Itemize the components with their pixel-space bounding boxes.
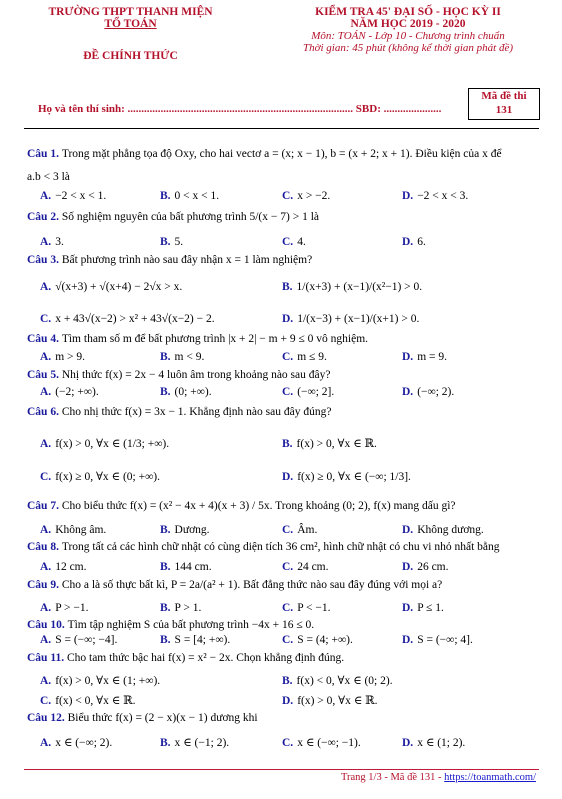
page-footer <box>341 772 536 783</box>
option-b <box>160 236 183 248</box>
option-letter: D. <box>402 602 414 614</box>
question-number: Câu 3. <box>27 254 62 266</box>
option-letter: D. <box>402 524 414 536</box>
option-d <box>402 634 473 646</box>
option-b <box>160 190 219 202</box>
header-divider <box>24 128 539 129</box>
question-12 <box>27 712 258 724</box>
exam-title: KIỂM TRA 45' ĐẠI SỐ - HỌC KỲ II <box>315 6 501 18</box>
option-d <box>402 735 465 749</box>
option-c <box>40 469 160 483</box>
option-a <box>40 602 89 614</box>
question-10 <box>27 619 314 631</box>
option-a <box>40 735 112 749</box>
question-4 <box>27 333 368 345</box>
option-letter: C. <box>282 386 294 398</box>
option-letter: A. <box>40 281 52 293</box>
option-d <box>402 602 444 614</box>
option-letter: B. <box>282 675 293 687</box>
option-d <box>402 190 468 202</box>
option-text: f(x) > 0, ∀x ∈ ℝ. <box>297 695 378 707</box>
question-text: Cho a là số thực bất kì, P = 2a/(a² + 1). Bất đẳng thức nào sau đây đúng với mọi a? <box>61 579 443 591</box>
option-b <box>160 735 229 749</box>
footer-divider <box>24 769 539 770</box>
question-text: Trong mặt phẳng tọa độ Oxy, cho hai vectơ a = (x; x − 1), b = (x + 2; x + 1). Điều kiện của x để <box>61 148 502 160</box>
time-line: Thời gian: 45 phút (không kể thời gian phát đề) <box>302 42 514 54</box>
option-letter: A. <box>40 524 52 536</box>
subject-line: Môn: TOÁN - Lớp 10 - Chương trình chuẩn <box>311 30 505 42</box>
question-number: Câu 9. <box>27 579 62 591</box>
option-letter: B. <box>282 438 293 450</box>
option-a <box>40 351 85 363</box>
department-name: TỔ TOÁN <box>104 18 157 30</box>
question-number: Câu 6. <box>27 406 62 418</box>
option-text: x ∈ (1; 2). <box>417 737 466 749</box>
option-letter: D. <box>402 386 414 398</box>
option-letter: C. <box>282 524 294 536</box>
option-letter: D. <box>402 561 414 573</box>
option-text: P > −1. <box>55 602 89 614</box>
option-c <box>282 634 353 646</box>
question-11 <box>27 652 344 664</box>
option-c <box>282 386 334 398</box>
option-text: P < −1. <box>297 602 331 614</box>
option-text: f(x) < 0, ∀x ∈ (0; 2). <box>296 675 393 687</box>
option-text: x ∈ (−1; 2). <box>174 737 230 749</box>
option-a <box>40 673 160 687</box>
option-text: Không dương. <box>417 524 484 536</box>
option-text: m = 9. <box>417 351 447 363</box>
option-letter: B. <box>160 236 171 248</box>
option-letter: A. <box>40 236 52 248</box>
option-text: Không âm. <box>55 524 107 536</box>
option-d <box>402 236 426 248</box>
option-a <box>40 386 99 398</box>
question-text: Nhị thức f(x) = 2x − 4 luôn âm trong khoảng nào sau đây? <box>61 369 331 381</box>
option-text: Dương. <box>174 524 210 536</box>
header-right <box>262 6 554 54</box>
option-letter: D. <box>402 190 414 202</box>
option-a <box>40 524 106 536</box>
option-c <box>40 313 215 325</box>
option-text: x ∈ (−∞; −1). <box>297 737 361 749</box>
question-number: Câu 2. <box>27 211 62 223</box>
question-6 <box>27 406 331 418</box>
option-letter: A. <box>40 386 52 398</box>
question-9 <box>27 579 442 591</box>
option-text: 12 cm. <box>55 561 87 573</box>
option-d <box>282 693 378 707</box>
option-text: (0; +∞). <box>174 386 212 398</box>
option-text: x ∈ (−∞; 2). <box>55 737 113 749</box>
option-letter: C. <box>282 561 294 573</box>
exam-code-label: Mã đề thi <box>481 90 527 102</box>
option-d <box>402 561 449 573</box>
option-b <box>282 281 422 293</box>
option-text: 24 cm. <box>297 561 329 573</box>
option-letter: B. <box>160 190 171 202</box>
option-letter: C. <box>40 695 52 707</box>
option-text: S = (−∞; −4]. <box>55 634 118 646</box>
option-text: S = (−∞; 4]. <box>417 634 473 646</box>
option-letter: A. <box>40 602 52 614</box>
option-text: Âm. <box>297 524 318 536</box>
question-2 <box>27 211 319 223</box>
footer-link[interactable]: https://toanmath.com/ <box>444 772 536 783</box>
option-letter: B. <box>160 386 171 398</box>
option-letter: D. <box>402 737 414 749</box>
option-text: 4. <box>297 236 306 248</box>
option-text: f(x) > 0, ∀x ∈ (1/3; +∞). <box>55 438 170 450</box>
question-7 <box>27 500 456 512</box>
option-letter: C. <box>282 634 294 646</box>
student-info-line: Họ và tên thí sinh: .................................................................................. SBD: ..................... <box>38 103 442 115</box>
question-number: Câu 8. <box>27 541 62 553</box>
option-letter: B. <box>160 351 171 363</box>
option-text: √(x+3) + √(x+4) − 2√x > x. <box>55 281 183 293</box>
question-text: Tìm tham số m để bất phương trình |x + 2| − m + 9 ≤ 0 vô nghiệm. <box>61 333 369 345</box>
question-number: Câu 10. <box>27 619 68 631</box>
option-b <box>160 524 210 536</box>
option-letter: B. <box>160 561 171 573</box>
option-text: 6. <box>417 236 426 248</box>
option-text: 0 < x < 1. <box>174 190 220 202</box>
option-c <box>282 236 306 248</box>
option-text: x > −2. <box>297 190 331 202</box>
option-c <box>282 351 327 363</box>
option-text: P > 1. <box>174 602 202 614</box>
option-text: m > 9. <box>55 351 85 363</box>
option-letter: C. <box>282 236 294 248</box>
question-text: Bất phương trình nào sau đây nhận x = 1 làm nghiệm? <box>61 254 313 266</box>
option-a <box>40 281 182 293</box>
option-letter: D. <box>402 236 414 248</box>
option-letter: A. <box>40 190 52 202</box>
option-text: f(x) > 0, ∀x ∈ (1; +∞). <box>55 675 161 687</box>
option-c <box>282 735 361 749</box>
question-text: Cho nhị thức f(x) = 3x − 1. Khẳng định nào sau đây đúng? <box>61 406 332 418</box>
option-letter: A. <box>40 438 52 450</box>
option-c <box>282 524 317 536</box>
option-text: 3. <box>55 236 64 248</box>
question-text: Tìm tập nghiệm S của bất phương trình −4x + 16 ≤ 0. <box>67 619 315 631</box>
option-c <box>282 561 329 573</box>
header-left <box>38 6 223 62</box>
option-c <box>282 190 330 202</box>
option-text: (−2; +∞). <box>55 386 99 398</box>
option-letter: A. <box>40 351 52 363</box>
option-letter: A. <box>40 675 52 687</box>
option-text: f(x) ≥ 0, ∀x ∈ (0; +∞). <box>55 471 160 483</box>
question-text: Số nghiệm nguyên của bất phương trình 5/(x − 7) > 1 là <box>61 211 319 223</box>
option-d <box>282 313 419 325</box>
option-letter: B. <box>282 281 293 293</box>
option-text: x + 43√(x−2) > x² + 43√(x−2) − 2. <box>55 313 215 325</box>
question-number: Câu 4. <box>27 333 62 345</box>
option-letter: C. <box>40 313 52 325</box>
option-b <box>160 634 230 646</box>
option-a <box>40 190 106 202</box>
exam-code: 131 <box>495 104 513 116</box>
option-letter: A. <box>40 737 52 749</box>
option-text: S = (4; +∞). <box>297 634 353 646</box>
question-1 <box>27 148 502 160</box>
exam-code-box <box>468 88 540 120</box>
question-number: Câu 11. <box>27 652 67 664</box>
option-text: m < 9. <box>174 351 205 363</box>
option-d <box>402 386 454 398</box>
option-a <box>40 561 87 573</box>
option-b <box>160 561 212 573</box>
question-text-continued: a.b < 3 là <box>27 171 70 183</box>
option-d <box>282 469 411 483</box>
option-text: f(x) ≥ 0, ∀x ∈ (−∞; 1/3]. <box>297 471 411 483</box>
option-letter: B. <box>160 602 171 614</box>
option-text: 1/(x−3) + (x−1)/(x+1) > 0. <box>297 313 420 325</box>
option-text: −2 < x < 3. <box>417 190 469 202</box>
option-letter: C. <box>282 190 294 202</box>
option-c <box>282 602 331 614</box>
option-letter: B. <box>160 524 171 536</box>
option-letter: D. <box>282 695 294 707</box>
option-letter: D. <box>282 313 294 325</box>
question-number: Câu 7. <box>27 500 62 512</box>
school-name: TRƯỜNG THPT THANH MIỆN <box>48 6 213 18</box>
question-text: Trong tất cả các hình chữ nhật có cùng diện tích 36 cm², hình chữ nhật có chu vi nhỏ nhất bằng <box>61 541 500 553</box>
option-b <box>282 436 377 450</box>
question-8 <box>27 541 500 553</box>
question-text: Cho biểu thức f(x) = (x² − 4x + 4)(x + 3) / 5x. Trong khoảng (0; 2), f(x) mang dấu gì? <box>61 500 456 512</box>
question-text: Biểu thức f(x) = (2 − x)(x − 1) dương khi <box>67 712 258 724</box>
option-text: 144 cm. <box>174 561 212 573</box>
option-d <box>402 524 484 536</box>
official-label: ĐỀ CHÍNH THỨC <box>83 50 178 62</box>
question-number: Câu 5. <box>27 369 62 381</box>
question-number: Câu 12. <box>27 712 68 724</box>
option-a <box>40 634 117 646</box>
option-letter: A. <box>40 561 52 573</box>
option-letter: B. <box>160 634 171 646</box>
option-text: S = [4; +∞). <box>174 634 231 646</box>
question-5 <box>27 369 330 381</box>
option-letter: C. <box>40 471 52 483</box>
option-c <box>40 693 136 707</box>
question-text: Cho tam thức bậc hai f(x) = x² − 2x. Chọn khẳng định đúng. <box>66 652 345 664</box>
footer-page-info: Trang 1/3 - Mã đề 131 - <box>340 772 445 783</box>
option-letter: A. <box>40 634 52 646</box>
option-b <box>160 386 212 398</box>
option-letter: D. <box>402 351 414 363</box>
option-b <box>282 673 393 687</box>
option-a <box>40 436 169 450</box>
option-letter: C. <box>282 351 294 363</box>
option-letter: C. <box>282 737 294 749</box>
option-text: (−∞; 2]. <box>297 386 335 398</box>
option-b <box>160 351 204 363</box>
option-text: m ≤ 9. <box>297 351 327 363</box>
option-a <box>40 236 64 248</box>
option-letter: B. <box>160 737 171 749</box>
option-b <box>160 602 201 614</box>
option-d <box>402 351 447 363</box>
option-text: f(x) > 0, ∀x ∈ ℝ. <box>296 438 377 450</box>
option-text: 1/(x+3) + (x−1)/(x²−1) > 0. <box>296 281 423 293</box>
option-text: P ≤ 1. <box>417 602 444 614</box>
option-text: −2 < x < 1. <box>55 190 107 202</box>
option-letter: D. <box>282 471 294 483</box>
option-letter: D. <box>402 634 414 646</box>
school-year: NĂM HỌC 2019 - 2020 <box>350 18 466 30</box>
option-text: 5. <box>174 236 184 248</box>
option-text: 26 cm. <box>417 561 449 573</box>
option-text: f(x) < 0, ∀x ∈ ℝ. <box>55 695 136 707</box>
question-3 <box>27 254 312 266</box>
question-number: Câu 1. <box>27 148 62 160</box>
option-text: (−∞; 2). <box>417 386 455 398</box>
option-letter: C. <box>282 602 294 614</box>
